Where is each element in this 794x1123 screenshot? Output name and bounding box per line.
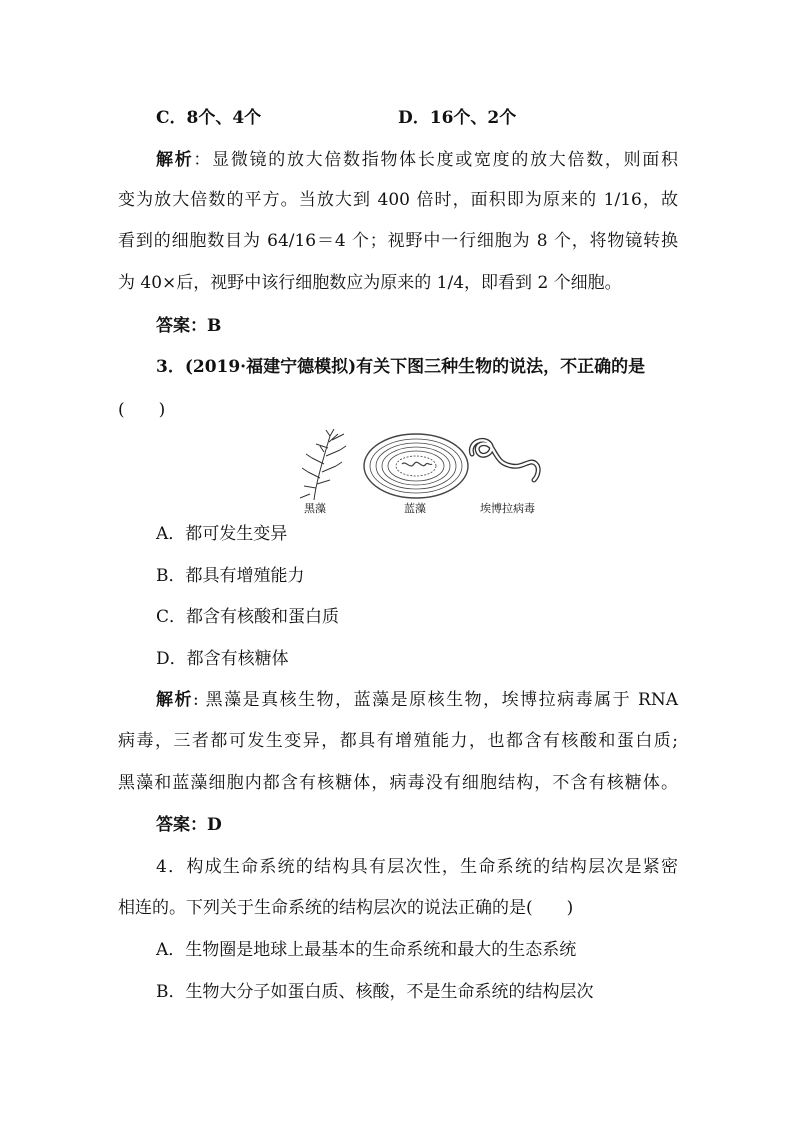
q3-analysis-line-1: 解析: 黑藻是真核生物，蓝藻是原核生物，埃博拉病毒属于 RNA: [156, 690, 678, 710]
organisms-figure: [286, 428, 546, 518]
q3-analysis-line-2: 病毒，三者都可发生变异，都具有增殖能力，也都含有核酸和蛋白质;: [118, 731, 678, 751]
q4-stem-line-1: 4．构成生命系统的结构具有层次性，生命系统的结构层次是紧密: [156, 857, 678, 877]
q3-answer-parens: ( ): [118, 400, 166, 420]
q3-option-d: D．都含有核糖体: [156, 649, 289, 669]
q4-option-a: A．生物圈是地球上最基本的生命系统和最大的生态系统: [156, 940, 577, 960]
q3-option-c: C．都含有核酸和蛋白质: [156, 607, 340, 627]
q3-analysis-label: 解析: [156, 690, 193, 710]
q2-analysis-label: 解析: [156, 150, 194, 170]
q4-option-b: B．生物大分子如蛋白质、核酸，不是生命系统的结构层次: [156, 982, 594, 1002]
cyanobacteria-icon: [364, 434, 468, 498]
organisms-illustration: [286, 428, 546, 502]
figure-label-ebola-virus: 埃博拉病毒: [480, 502, 535, 515]
q2-analysis-line-1: 解析：显微镜的放大倍数指物体长度或宽度的放大倍数，则面积: [156, 150, 679, 170]
q4-stem-line-2: 相连的。下列关于生命系统的结构层次的说法正确的是( ): [118, 898, 574, 918]
q2-answer: 答案：B: [156, 316, 222, 336]
q2-analysis-line-3: 看到的细胞数目为 64/16＝4 个；视野中一行细胞为 8 个，将物镜转换: [118, 231, 678, 251]
q3-option-b: B．都具有增殖能力: [156, 566, 305, 586]
q3-analysis-line-3: 黑藻和蓝藻细胞内都含有核糖体，病毒没有细胞结构，不含有核糖体。: [118, 773, 678, 793]
q2-option-d: D．16个、2个: [398, 108, 517, 128]
q3-stem: 3．(2019·福建宁德模拟)有关下图三种生物的说法，不正确的是: [156, 357, 646, 377]
q2-analysis-line-4: 为 40×后，视野中该行细胞数应为原来的 1/4，即看到 2 个细胞。: [118, 273, 622, 293]
q3-answer: 答案：D: [156, 815, 222, 835]
hydrilla-icon: [300, 429, 346, 500]
q2-option-c: C．8个、4个: [156, 108, 262, 128]
q3-option-a: A．都可发生变异: [156, 524, 288, 544]
figure-label-cyanobacteria: 蓝藻: [404, 502, 426, 515]
ebola-virus-icon: [471, 440, 538, 480]
q2-analysis-line-2: 变为放大倍数的平方。当放大到 400 倍时，面积即为原来的 1/16，故: [118, 190, 678, 210]
figure-label-hydrilla: 黑藻: [304, 502, 326, 515]
q2-options-row: [156, 106, 716, 130]
